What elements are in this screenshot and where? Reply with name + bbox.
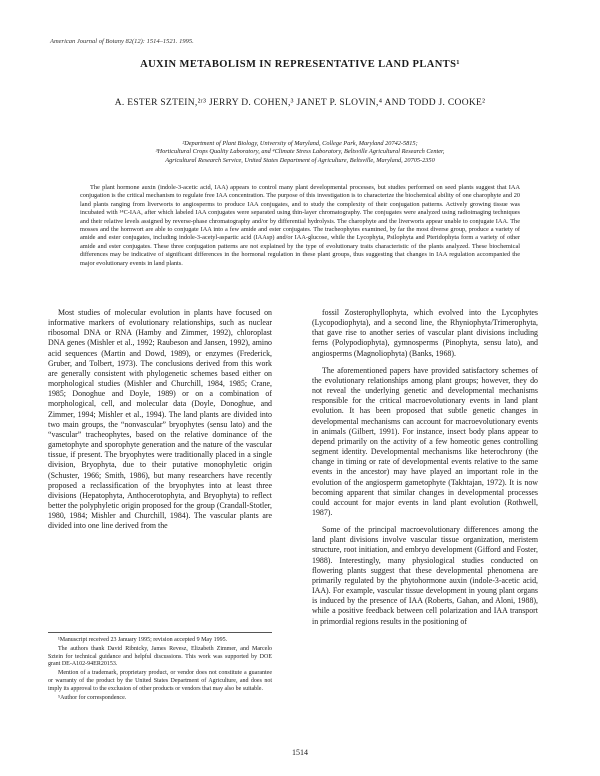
body-paragraph: Some of the principal macroevolutionary differences among the land plant divisions involve vascular tissue organization, meristem structure, root initiation, and embryo development (Gifford and Foster, 1988). Interestingly, many physiological studies conducted on flowering plants suggest that these developmental phenomena are primarily regulated by the phytohormone auxin (indole-3-acetic acid, IAA). For example, vascular tissue development in young plant organs is induced by the presence of IAA (Roberts, Gahan, and Aloni, 1988), while a positive feedback between cell polarization and IAA transport in primordial regions results in the positioning of	[312, 525, 538, 626]
footnote: The authors thank David Ribnicky, James Revesz, Elizabeth Zimmer, and Marcelo Sztein for technical guidance and helpful discussions. This work was supported by DOE grant DE-A102-94ER20153.	[48, 645, 272, 668]
article-title: AUXIN METABOLISM IN REPRESENTATIVE LAND PLANTS¹	[140, 59, 460, 70]
body-column-left	[48, 308, 272, 531]
abstract: The plant hormone auxin (indole-3-acetic acid, IAA) appears to control many plant developmental processes, but studies performed on seed plants suggest that IAA conjugation is the critical mechanism to regulate free IAA concentration. The purpose of this investigation is to characterize the biochemical ability of one charophyte and 20 land plants ranging from liverworts to angiosperms to produce IAA conjugates, and to study the complexity of their conjugation patterns. Actively growing tissue was incubated with ¹⁴C-IAA, after which labeled IAA conjugates were separated using thin-layer chromatography. The conjugates were analyzed using radioimaging techniques and their relative levels assigned by reverse-phase chromatography and/or by differential hydrolysis. The charophyte and the liverworts appear unable to conjugate IAA. The mosses and the hornwort are able to conjugate IAA into a few amide and ester conjugates. The tracheophytes examined, by far the most diverse group, produce a variety of amide and ester conjugates, including indole-3-acetyl-aspartic acid (IAAsp) and/or IAA-glucose, while the Lycophyta, Psilophyta and Pteridophyta form a variety of other amide and ester conjugates. These three conjugation patterns are not explained by the type of evolutionary traits characteristic of the plants analyzed. These biochemical differences may be indicative of significant differences in the hormonal regulation in these plant groups, thus suggesting that changes in IAA regulation accompanied the major evolutionary events in land plants.	[80, 184, 520, 267]
author-list: A. ESTER SZTEIN,²ʳ³ JERRY D. COHEN,³ JANET P. SLOVIN,⁴ AND TODD J. COOKE²	[114, 98, 486, 108]
running-head: American Journal of Botany 82(12): 1514–1521. 1995.	[50, 38, 194, 45]
body-paragraph: The aforementioned papers have provided satisfactory schemes of the evolutionary relationships among plant groups; however, they do not reveal the underlying genetic and developmental mechanisms responsible for the critical macroevolutionary events in land plant evolution. It has been proposed that subtle genetic changes in developmental mechanisms can account for macroevolutionary events in animals (Gilbert, 1991). For instance, insect body plans appear to depend primarily on the activity of a few homeotic genes controlling segment identity. Developmental mechanisms like heterochrony (the change in timing or rate of developmental events relative to the same events in the ancestor) may have played an important role in the evolution of the angiosperm gametophyte (Takhtajan, 1972). It is now becoming apparent that similar changes in developmental processes could account for major events in land plant evolution (Rothwell, 1987).	[312, 365, 538, 517]
page-number: 1514	[292, 748, 308, 757]
footnote: ⁵Author for correspondence.	[58, 694, 127, 701]
body-paragraph: Most studies of molecular evolution in plants have focused on informative markers of evolutionary relationships, such as nuclear ribosomal DNA or RNA (Hamby and Zimmer, 1992), chloroplast DNA genes (Mishler et al., 1992; Raubeson and Jansen, 1992), amino acid sequences (Martin and Dowd, 1989), or enzymes (Frederick, Gruber, and Tolbert, 1973). The conclusions derived from this work are generally consistent with phylogenetic schemes based either on morphological studies (Mishler and Churchill, 1984, 1985; Crane, 1985; Donoghue and Doyle, 1989) or on a combination of morphological, cell, and molecular data (Doyle, Donoghue, and Zimmer, 1994; Mishler et al., 1994). The land plants are divided into two main groups, the “nonvascular” bryophytes (sensu lato) and the “vascular” tracheophytes, based on the relative dominance of the gametophyte and sporophyte generation and the nature of the vascular tissue, if present. The bryophytes were traditionally placed in a single division, Bryophyta, due to their putative monophyletic origin (Schuster, 1966; Smith, 1986), but many researchers have recently proposed a reclassification of the bryophytes into at least three divisions (Hepatophyta, Anthocerotophyta, and Bryophyta) to reflect better the polyphyletic origin proposed for the group (Crandall-Stotler, 1980, 1984; Mishler and Churchill, 1984). The vascular plants are divided into one line derived from the	[48, 308, 272, 531]
body-paragraph: fossil Zosterophyllophyta, which evolved into the Lycophytes (Lycopodiophyta), and a second line, the Rhyniophyta/Trimerophyta, that gave rise to another series of vascular plant divisions including ferns (Polypodiophyta), gymnosperms (Pinophyta, sensu lato), and angiosperms (Magnoliophyta) (Banks, 1968).	[312, 308, 538, 358]
footnotes	[48, 632, 272, 702]
affiliation-line: ²Department of Plant Biology, University of Maryland, College Park, Maryland 20742-5815;	[182, 140, 418, 147]
affiliations	[90, 140, 510, 165]
footnote: Mention of a trademark, proprietary product, or vendor does not constitute a guarantee or warranty of the product by the United States Department of Agriculture, and does not imply its approval to the exclusion of other products or vendors that may also be suitable.	[48, 670, 272, 692]
footnote: ¹Manuscript received 23 January 1995; revision accepted 9 May 1995.	[58, 637, 228, 643]
affiliation-line: Agricultural Research Service, United States Department of Agriculture, Beltsville, Maryland, 20705-2350	[165, 156, 435, 164]
body-column-right	[312, 308, 538, 627]
affiliation-line: ³Horticultural Crops Quality Laboratory, and ⁴Climate Stress Laboratory, Beltsville Agricultural Research Center,	[155, 148, 445, 156]
